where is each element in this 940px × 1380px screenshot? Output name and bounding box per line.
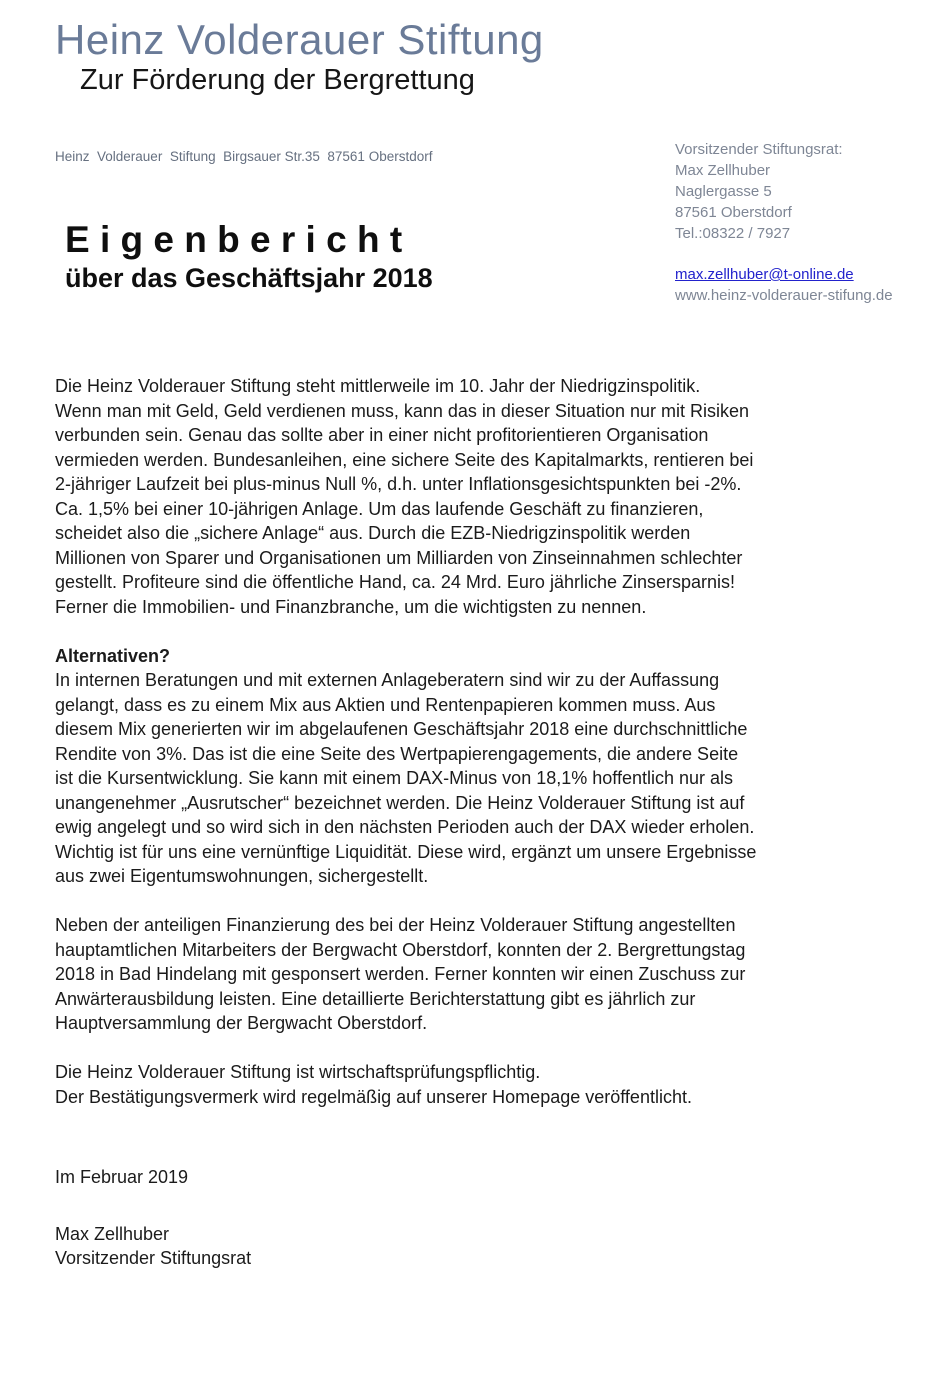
contact-block [675,139,935,306]
contact-name: Max Zellhuber [675,162,771,179]
text-line: Anwärterausbildung leisten. Eine detaillierte Berichterstattung gibt es jährlich zur [55,988,696,1009]
date-line: Im Februar 2019 [55,1167,189,1187]
text-line: 2018 in Bad Hindelang mit gesponsert werden. Ferner konnten wir einen Zuschuss zur [55,964,746,984]
contact-city: 87561 Oberstdorf [675,204,792,221]
text-line: gelangt, dass es zu einem Mix aus Aktien und Rentenpapieren kommen muss. Aus [55,694,716,715]
text-line: Die Heinz Volderauer Stiftung ist wirtschaftsprüfungspflichtig. [55,1062,541,1082]
text-line: Hauptversammlung der Bergwacht Oberstdorf. [55,1013,428,1033]
org-title: Heinz Volderauer Stiftung [55,16,544,63]
text-line: hauptamtlichen Mitarbeiters der Bergwacht Oberstdorf, konnten der 2. Bergrettungstag [55,939,746,960]
paragraph-lines [55,668,905,889]
paragraph-niedrigzinspolitik [55,374,905,619]
text-line: gestellt. Profiteure sind die öffentliche Hand, ca. 24 Mrd. Euro jährliche Zinsersparnis! [55,572,736,592]
subject-block [65,220,433,294]
paragraph-lines [55,374,905,619]
subject-title: E i g e n b e r i c h t [65,219,403,260]
text-line: verbunden sein. Genau das sollte aber in einer nicht profitorientieren Organisation [55,425,709,445]
text-line: Ca. 1,5% bei einer 10-jährigen Anlage. Um das laufende Geschäft zu finanzieren, [55,498,704,519]
text-line: ewig angelegt und so wird sich in den nächsten Perioden auch der DAX wieder erholen. [55,817,755,837]
text-line: Millionen von Sparer und Organisationen um Milliarden von Zinseinnahmen schlechter [55,547,743,568]
contact-email-link[interactable]: max.zellhuber@t-online.de [675,266,854,283]
paragraph-pruefungspflicht [55,1060,905,1109]
text-line: aus zwei Eigentumswohnungen, sichergestellt. [55,866,429,886]
text-line: Der Bestätigungsvermerk wird regelmäßig auf unserer Homepage veröffentlicht. [55,1086,692,1107]
paragraph-lines [55,1060,905,1109]
letter-body [55,374,905,1271]
text-line: In internen Beratungen und mit externen Anlageberatern sind wir zu der Auffassung [55,670,720,690]
text-line: Wichtig ist für uns eine vernünftige Liquidität. Diese wird, ergänzt um unsere Ergebnisse [55,841,757,862]
contact-street: Naglergasse 5 [675,183,772,200]
text-line: scheidet also die „sichere Anlage“ aus. Durch die EZB-Niedrigzinspolitik werden [55,523,691,543]
text-line: diesem Mix generierten wir im abgelaufenen Geschäftsjahr 2018 eine durchschnittliche [55,719,748,739]
sender-address-line: Heinz Volderauer Stiftung Birgsauer Str.35 87561 Oberstdorf [55,149,433,164]
paragraph-lines [55,913,905,1036]
text-line: Rendite von 3%. Das ist die eine Seite des Wertpapierengagements, die andere Seite [55,743,739,764]
text-line: Die Heinz Volderauer Stiftung steht mittlerweile im 10. Jahr der Niedrigzinspolitik. [55,376,701,396]
text-line: Wenn man mit Geld, Geld verdienen muss, kann das in dieser Situation nur mit Risiken [55,400,749,421]
text-line: vermieden werden. Bundesanleihen, eine sichere Seite des Kapitalmarkts, rentieren bei [55,449,754,470]
text-line: Ferner die Immobilien- und Finanzbranche, um die wichtigsten zu nennen. [55,596,647,617]
subject-subtitle: über das Geschäftsjahr 2018 [65,263,433,293]
text-line: unangenehmer „Ausrutscher“ bezeichnet werden. Die Heinz Volderauer Stiftung ist auf [55,792,745,813]
signature-block [55,1222,905,1271]
contact-role: Vorsitzender Stiftungsrat: [675,141,843,158]
contact-phone: Tel.:08322 / 7927 [675,225,791,242]
paragraph-finanzierung [55,913,905,1036]
text-line: Neben der anteiligen Finanzierung des bei der Heinz Volderauer Stiftung angestellten [55,915,736,935]
text-line: ist die Kursentwicklung. Sie kann mit einem DAX-Minus von 18,1% hoffentlich nur als [55,768,733,788]
contact-spacer [675,244,935,264]
paragraph-alternativen [55,644,905,889]
org-tagline: Zur Förderung der Bergrettung [80,64,475,96]
signature-name: Max Zellhuber [55,1223,170,1244]
paragraph-heading: Alternativen? [55,645,171,666]
signature-role: Vorsitzender Stiftungsrat [55,1248,252,1268]
text-line: 2-jähriger Laufzeit bei plus-minus Null %, d.h. unter Inflationsgesichtspunkten bei -2%. [55,474,742,494]
contact-website: www.heinz-volderauer-stifung.de [675,287,893,304]
